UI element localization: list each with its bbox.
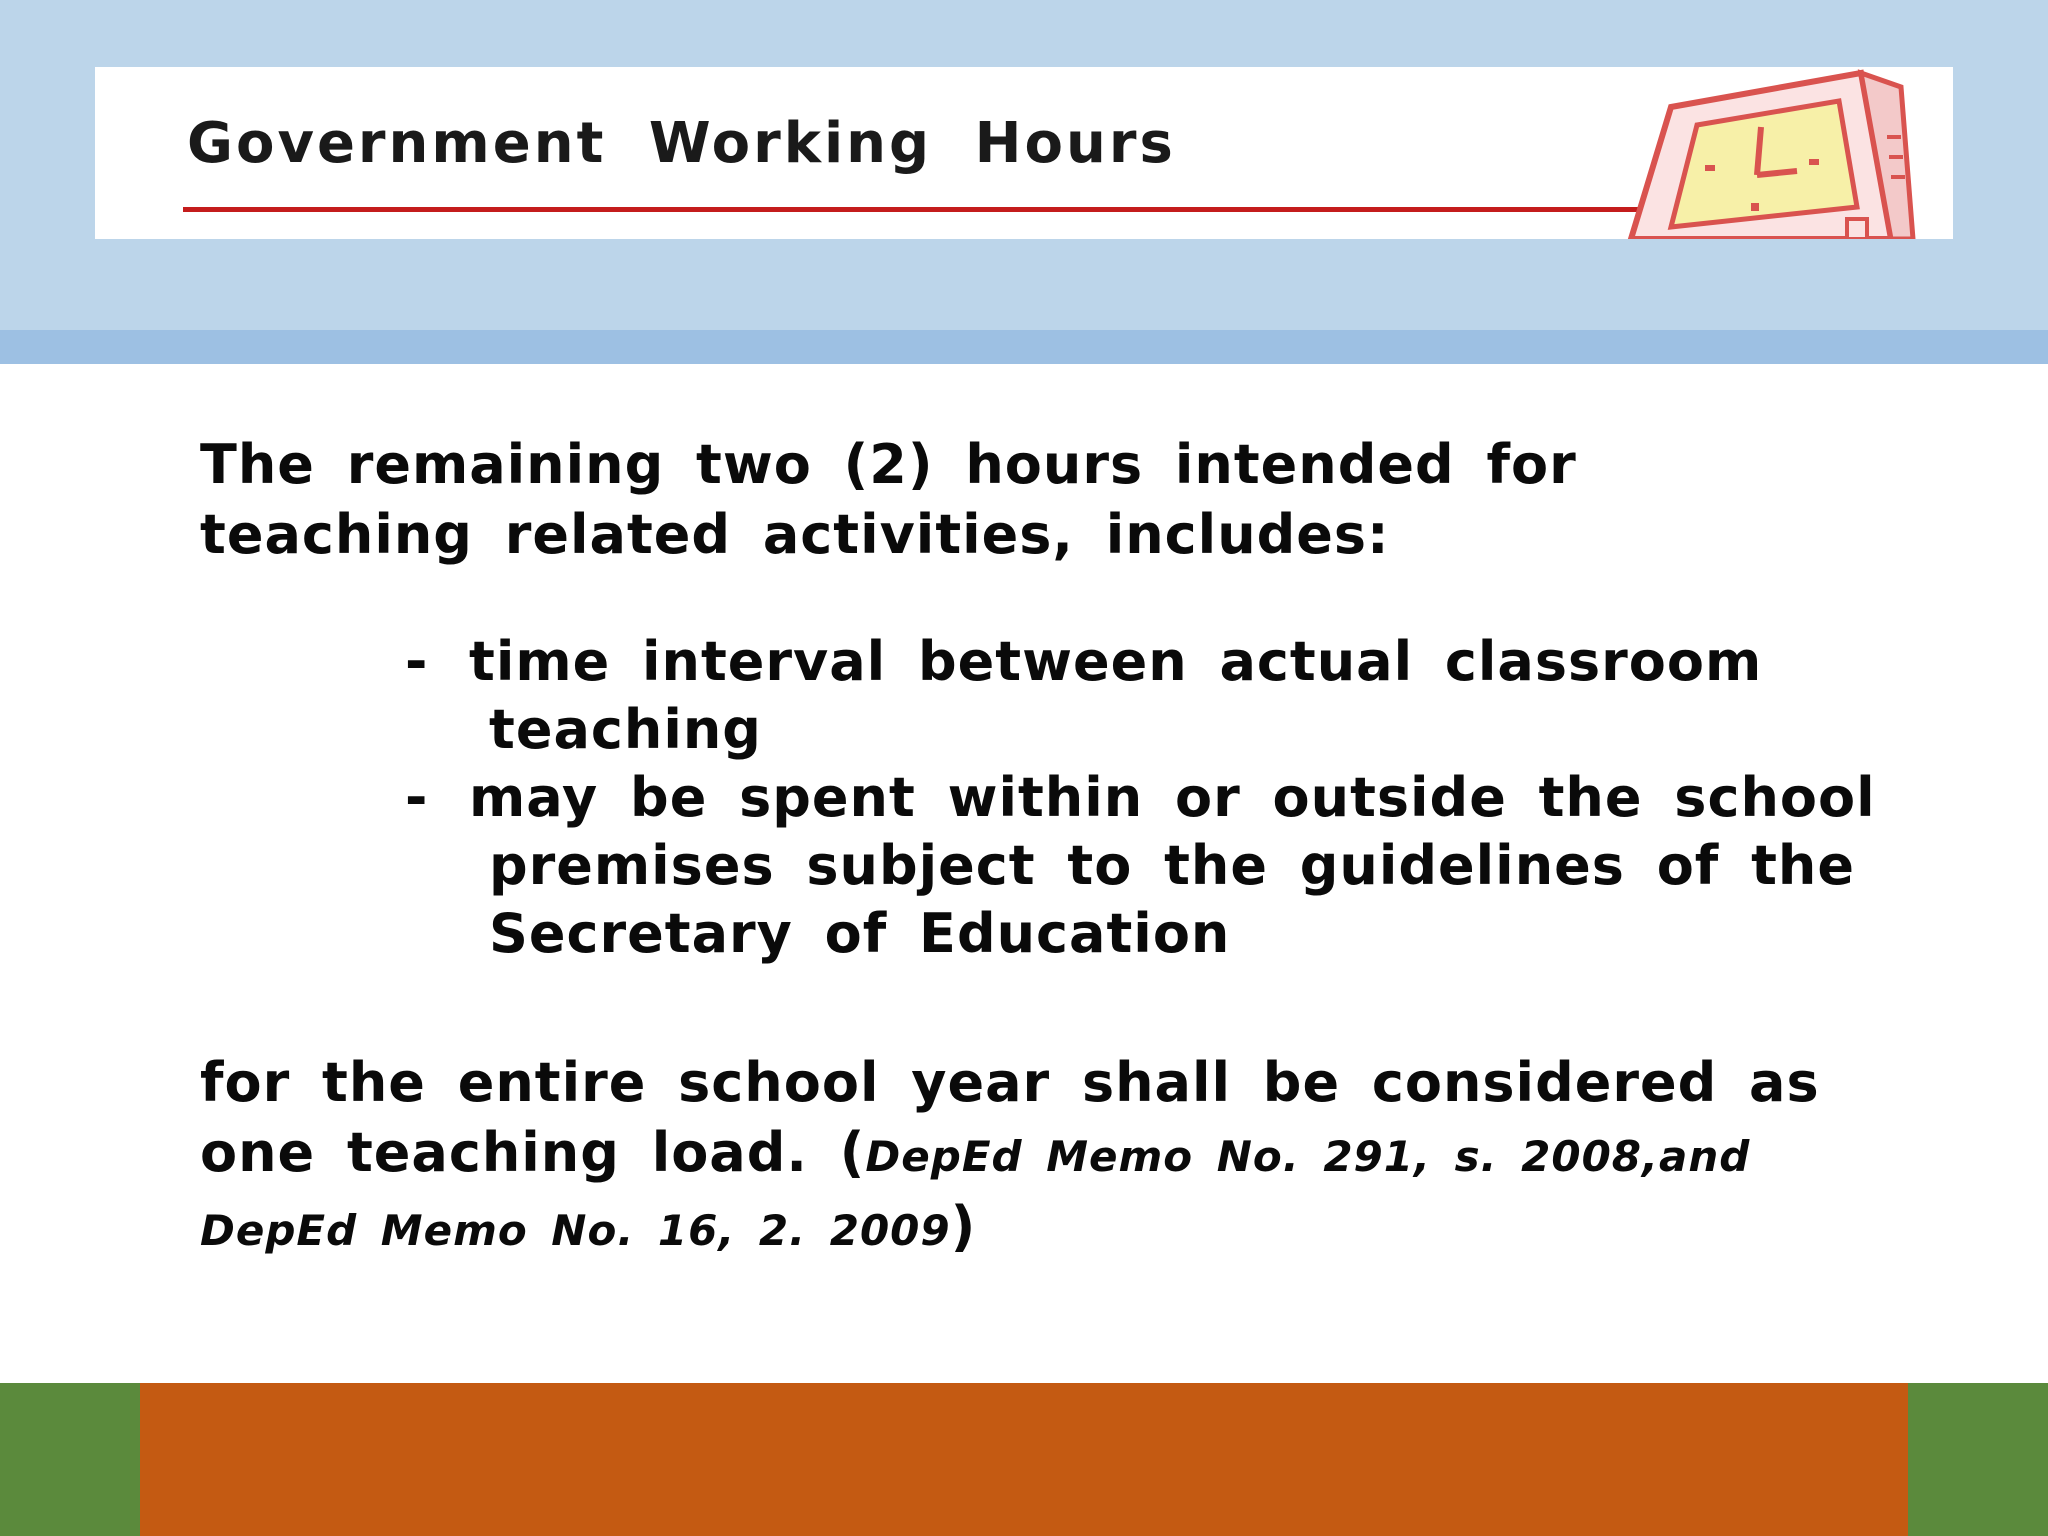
slide-title: Government Working Hours bbox=[187, 111, 1176, 176]
footer-band-accent bbox=[140, 1383, 1908, 1536]
bullet-text: time interval between actual classroom teaching bbox=[469, 630, 1763, 761]
bullet-marker: - bbox=[405, 630, 429, 693]
clock-icon bbox=[1601, 67, 1931, 239]
bullet-list bbox=[200, 628, 1880, 968]
list-item bbox=[405, 764, 1880, 968]
closing-paragraph bbox=[200, 1048, 1880, 1266]
title-underline bbox=[183, 207, 1713, 212]
intro-paragraph: The remaining two (2) hours intended for teaching related activities, includes: bbox=[200, 433, 1577, 566]
closing-text: for the entire school year shall be considered as one teaching load. bbox=[200, 1051, 1820, 1184]
list-item bbox=[405, 628, 1880, 764]
title-banner bbox=[95, 67, 1953, 239]
citation-close: ) bbox=[950, 1195, 977, 1258]
citation-text: DepEd Memo No. 291, s. 2008,and DepEd Memo No. 16, 2. 2009 bbox=[200, 1132, 1751, 1255]
bullet-text: may be spent within or outside the school premises subject to the guidelines of the Secretary of Education bbox=[469, 766, 1876, 965]
slide-body bbox=[200, 430, 1880, 1266]
bullet-marker: - bbox=[405, 766, 429, 829]
header-band-edge bbox=[0, 330, 2048, 364]
citation-open: ( bbox=[839, 1121, 866, 1184]
